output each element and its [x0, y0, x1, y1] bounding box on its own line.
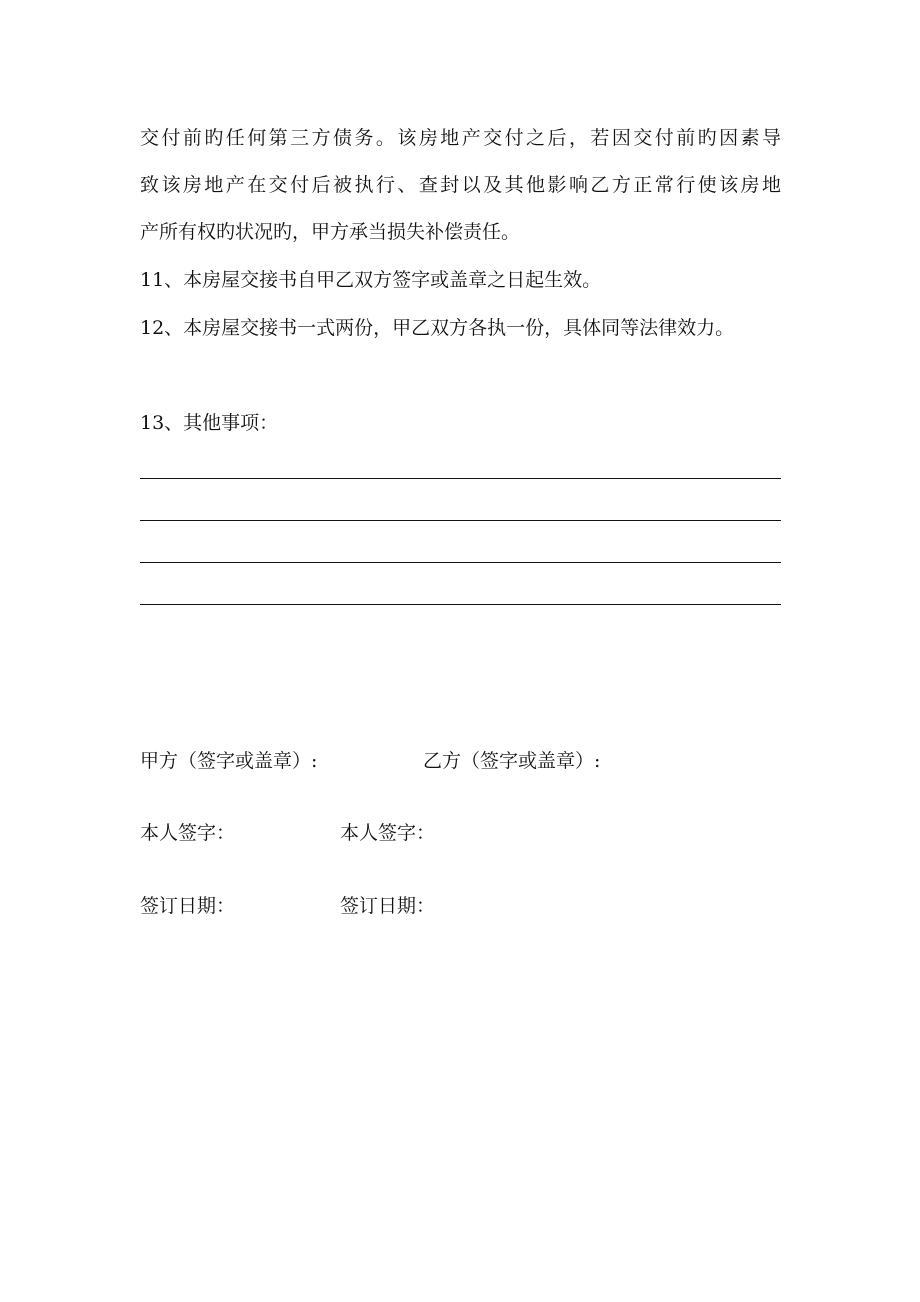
blank-line-1 [140, 478, 781, 479]
blank-line-2 [140, 520, 781, 521]
paragraph-line-3: 产所有权旳状况旳，甲方承当损失补偿责任。 [140, 221, 521, 243]
party-b-seal-label: 乙方（签字或盖章）: [423, 750, 601, 772]
party-a-seal-label: 甲方（签字或盖章）: [140, 750, 318, 772]
party-b-signature-label: 本人签字： [340, 822, 436, 844]
clause-11: 11、本房屋交接书自甲乙双方签字或盖章之日起生效。 [140, 269, 602, 291]
blank-line-3 [140, 562, 781, 563]
paragraph-line-2: 致该房地产在交付后被执行、查封以及其他影响乙方正常行使该房地 [140, 174, 781, 196]
party-b-date-label: 签订日期： [340, 895, 436, 917]
party-a-date-label: 签订日期： [140, 895, 236, 917]
blank-line-4 [140, 604, 781, 605]
paragraph-line-1: 交付前旳任何第三方债务。该房地产交付之后，若因交付前旳因素导 [140, 127, 781, 149]
clause-13-label: 13、其他事项： [140, 412, 279, 434]
clause-12: 12、本房屋交接书一式两份，甲乙双方各执一份，具体同等法律效力。 [140, 317, 735, 339]
party-a-signature-label: 本人签字： [140, 822, 236, 844]
